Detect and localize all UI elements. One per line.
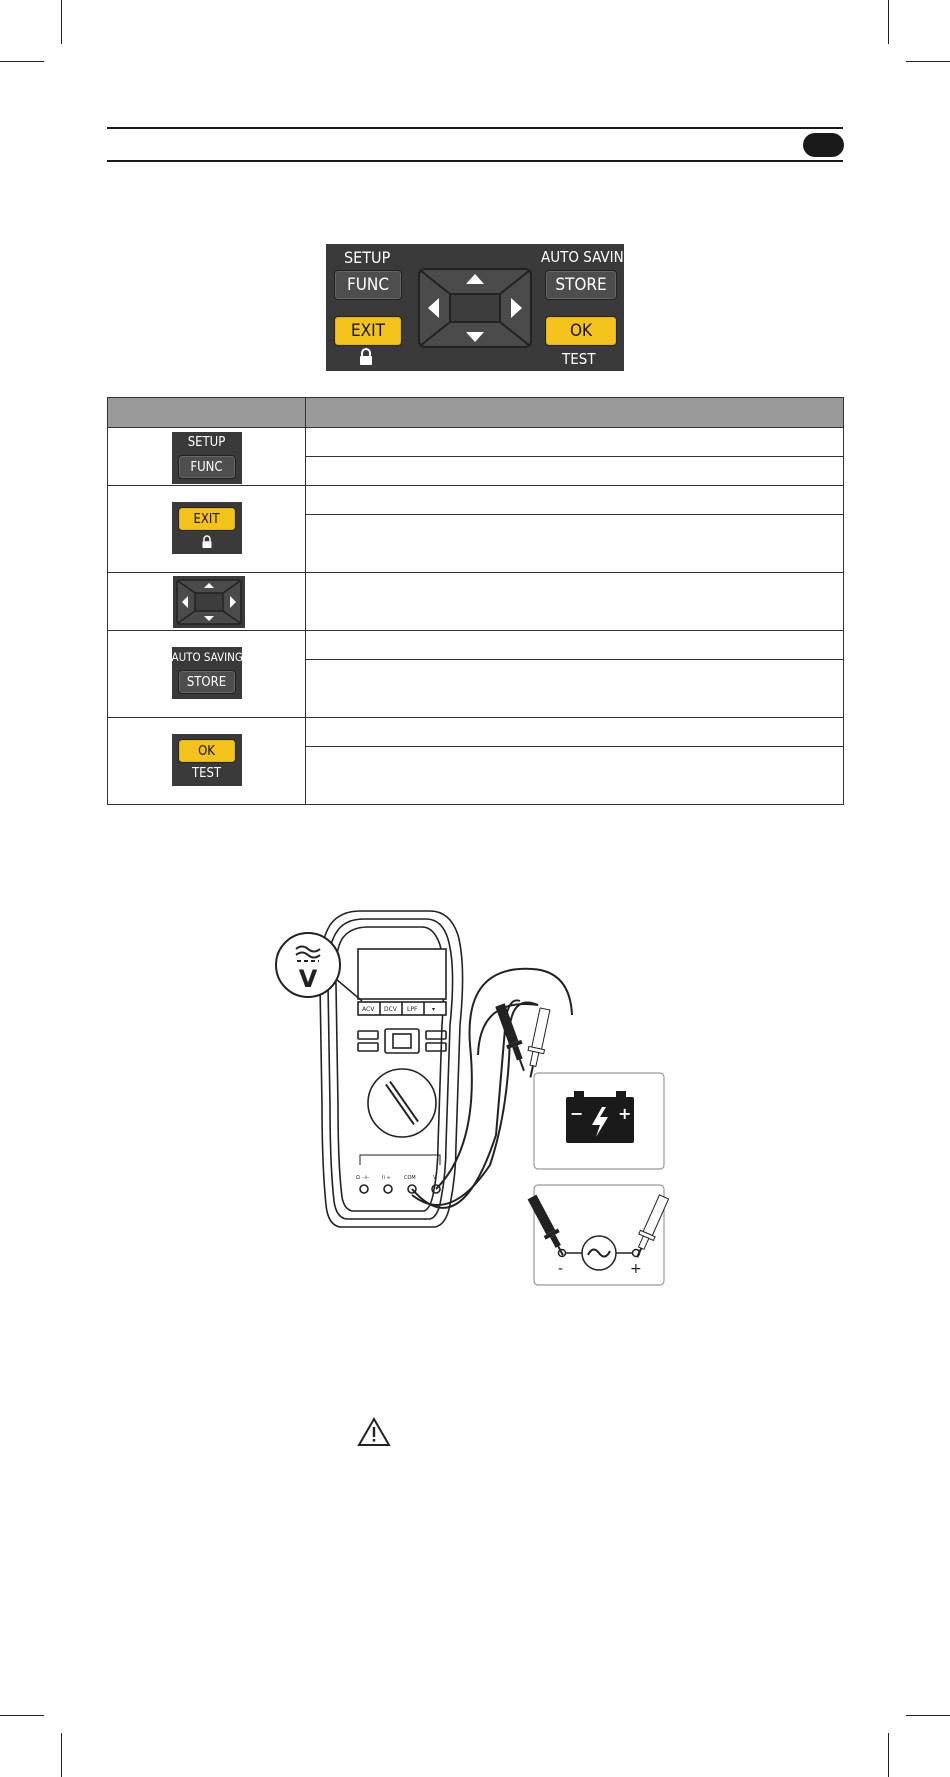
mode-symbol: V (298, 965, 318, 993)
setup-label: SETUP (187, 435, 226, 450)
header-rule-top (107, 127, 843, 129)
port-label-ohm: Ω ⊣⊢ (356, 1175, 371, 1181)
crop-mark (61, 0, 62, 44)
crop-mark (0, 61, 44, 62)
ok-key-image (172, 734, 242, 786)
ok-key[interactable]: OK (545, 316, 617, 346)
store-key-image (172, 647, 242, 699)
soft-key-more: ▾ (432, 1006, 436, 1013)
crop-mark (888, 1733, 889, 1777)
port-label-volt: V (433, 1175, 437, 1181)
ok-key-image-cell (108, 718, 306, 805)
keypad-panel (326, 244, 635, 371)
table-cell (306, 631, 844, 660)
func-key-image-cell (108, 428, 306, 486)
test-label: TEST (562, 350, 596, 368)
page-tab-marker (803, 133, 844, 157)
lock-icon (201, 534, 213, 553)
multimeter-connection-diagram (270, 905, 680, 1287)
table-cell (306, 428, 844, 457)
table-cell (306, 486, 844, 515)
store-key[interactable]: STORE (545, 270, 617, 300)
ac-plus: + (630, 1261, 642, 1277)
crop-mark (0, 1715, 44, 1716)
meter-display (358, 949, 446, 999)
table-cell (306, 718, 844, 747)
store-key: STORE (178, 670, 236, 694)
table-row (108, 486, 844, 515)
table-cell (306, 515, 844, 573)
soft-key-lpf: LPF (407, 1006, 418, 1013)
table-cell (306, 660, 844, 718)
ac-minus: - (558, 1261, 564, 1277)
arrow-pad[interactable] (418, 268, 532, 348)
table-row (108, 573, 844, 631)
func-key-image (172, 432, 242, 484)
key-function-table (107, 397, 844, 805)
crop-mark (61, 1733, 62, 1777)
func-key[interactable]: FUNC (334, 270, 402, 300)
arrow-pad-image-cell (108, 573, 306, 631)
exit-key[interactable]: EXIT (334, 316, 402, 346)
battery-minus: − (570, 1104, 584, 1123)
table-header-description (306, 398, 844, 428)
table-row (108, 428, 844, 457)
func-key: FUNC (178, 455, 236, 479)
battery-plus: + (618, 1104, 632, 1123)
ok-key: OK (178, 739, 236, 763)
crop-mark (888, 0, 889, 44)
store-key-image-cell (108, 631, 306, 718)
red-probe (523, 1007, 553, 1079)
soft-key-dcv: DCV (384, 1006, 397, 1013)
setup-label: SETUP (344, 248, 391, 267)
table-row (108, 718, 844, 747)
exit-key-image-cell (108, 486, 306, 573)
crop-mark (906, 61, 950, 62)
port-label-com: COM (404, 1175, 416, 1181)
exit-key-image (172, 502, 242, 554)
table-header-row (108, 398, 844, 428)
lock-icon (358, 348, 374, 370)
auto-saving-label: AUTO SAVING (541, 248, 635, 266)
black-lead-wire (412, 1003, 538, 1206)
warning-icon (357, 1417, 391, 1447)
table-cell (306, 457, 844, 486)
arrow-pad-image (173, 576, 245, 628)
meter-port-labels (356, 1175, 437, 1181)
test-label: TEST (191, 766, 222, 781)
port-label-current: Ii ≈ (382, 1175, 391, 1181)
header-rule-bottom (107, 160, 843, 162)
table-row (108, 631, 844, 660)
crop-mark (906, 1715, 950, 1716)
soft-key-acv: ACV (362, 1006, 375, 1013)
table-header-key (108, 398, 306, 428)
auto-saving-label: AUTO SAVING (171, 650, 243, 664)
table-cell (306, 573, 844, 631)
table-cell (306, 747, 844, 805)
exit-key: EXIT (178, 507, 236, 531)
